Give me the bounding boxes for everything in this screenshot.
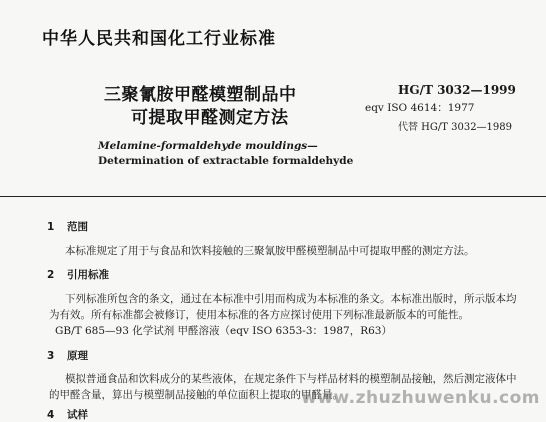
section-title: 范围 (67, 221, 88, 233)
header-divider (0, 196, 546, 197)
replaces-standard: 代替 HG/T 3032—1989 (398, 122, 513, 133)
paragraph-line: 为有效。所有标准都会被修订，使用本标准的各方应探讨使用下列标准最新版本的可能性。 (49, 309, 469, 321)
paragraph-line: 下列标准所包含的条文，通过在本标准中引用而构成为本标准的条文。本标准出版时，所示版本均 (65, 293, 517, 305)
document-title-line1: 三聚氰胺甲醛模塑制品中 (104, 85, 297, 105)
paragraph-line: 本标准规定了用于与食品和饮料接触的三聚氰胺甲醛模塑制品中可提取甲醛的测定方法。 (65, 245, 475, 257)
section-heading-principle (47, 348, 88, 363)
standard-code: HG/T 3032—1999 (398, 83, 516, 97)
section-heading-specimen (47, 407, 88, 422)
watermark-text: www.zhuzhuwenku.com (301, 388, 540, 408)
section-title: 原理 (67, 350, 88, 362)
document-title-line2: 可提取甲醛测定方法 (131, 108, 289, 128)
english-title-line2: Determination of extractable formaldehyde (98, 155, 354, 167)
section-heading-scope (47, 219, 88, 234)
section-number: 2 (47, 269, 55, 281)
paragraph-line: 模拟普通食品和饮料成分的某些液体，在规定条件下与样品材料的模塑制品接触，然后测定液体中 (65, 373, 517, 385)
section-title: 试样 (67, 409, 88, 421)
section-title: 引用标准 (67, 269, 109, 281)
paragraph-line: 的甲醛含量，算出与模塑制品接触的单位面积上提取的甲醛量。 (49, 389, 343, 401)
section-number: 4 (47, 409, 55, 421)
industry-standard-heading: 中华人民共和国化工行业标准 (42, 29, 276, 49)
section-heading-references (47, 267, 109, 282)
reference-standard-line: GB/T 685—93 化学试剂 甲醛溶液（eqv ISO 6353-3：1987，R63） (55, 325, 392, 337)
section-number: 1 (47, 221, 55, 233)
equivalent-standard: eqv ISO 4614：1977 (365, 102, 475, 114)
english-title-line1: Melamine-formaldehyde mouldings— (98, 140, 318, 152)
section-number: 3 (47, 350, 55, 362)
